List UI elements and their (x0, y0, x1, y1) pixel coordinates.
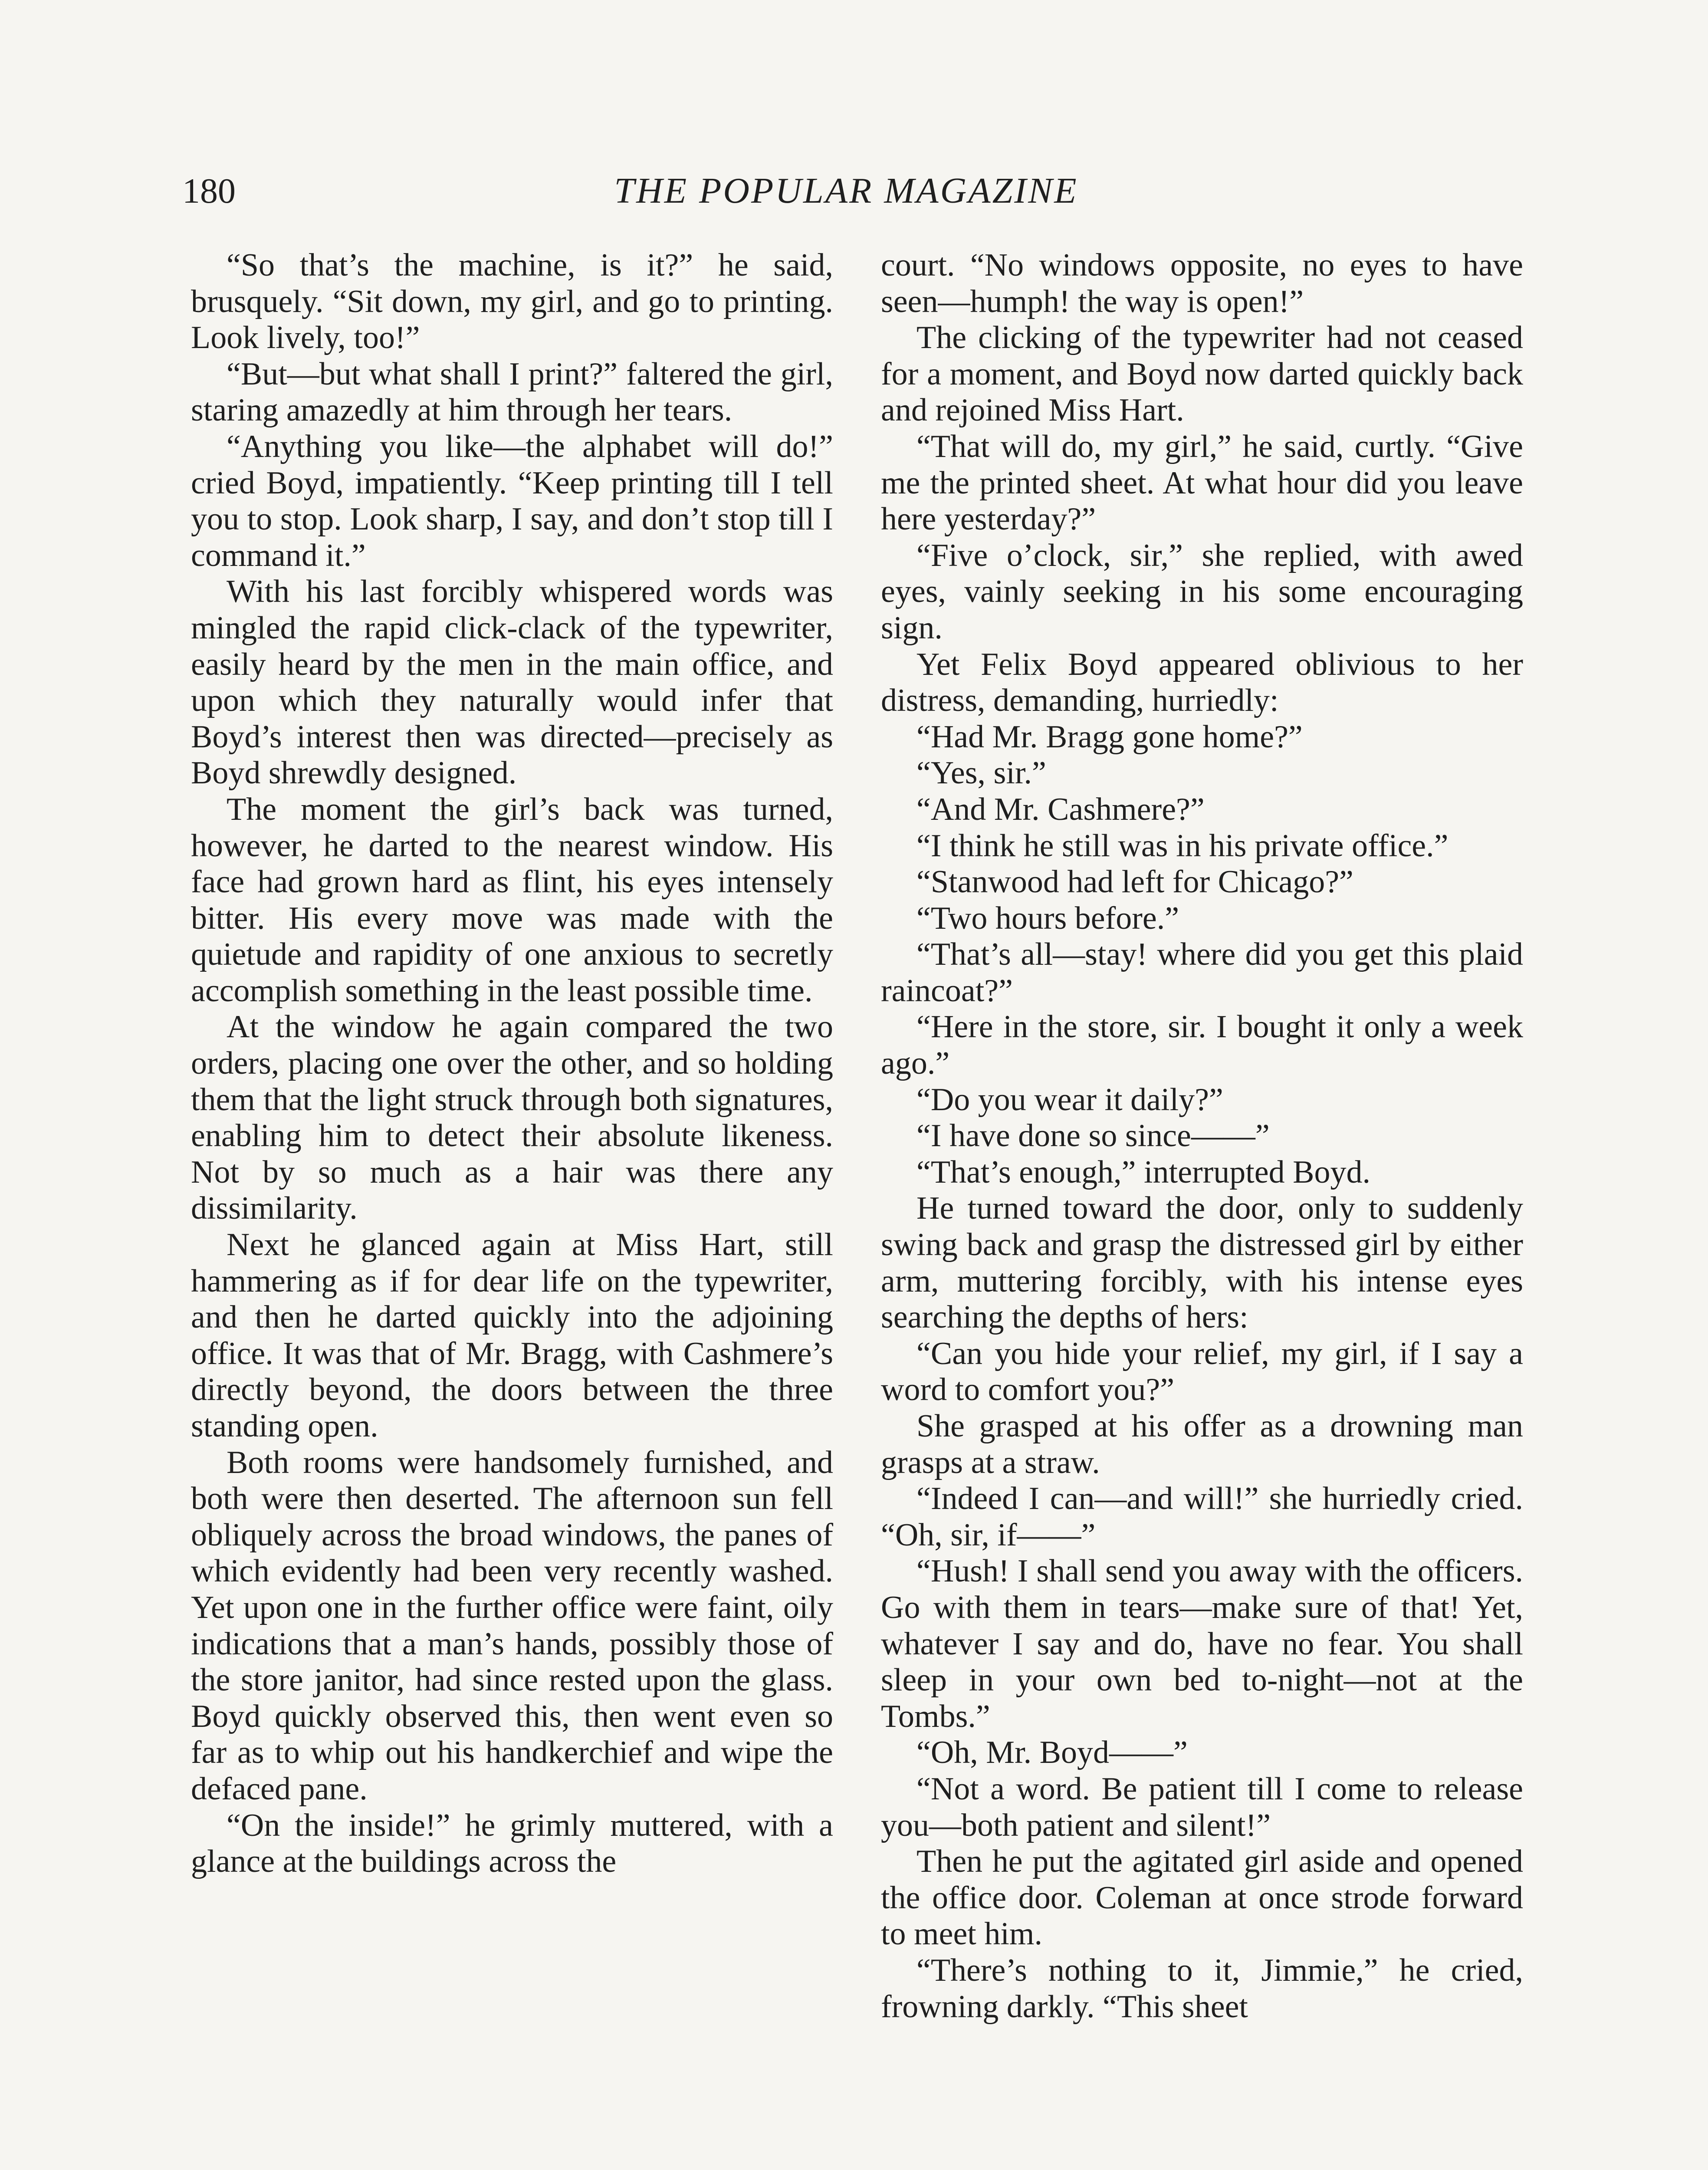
paragraph: “Can you hide your relief, my girl, if I say a word to comfort you?” (881, 1335, 1523, 1408)
paragraph: “Indeed I can—and will!” she hurriedly cried. “Oh, sir, if——” (881, 1481, 1523, 1553)
paragraph: “And Mr. Cashmere?” (916, 791, 1205, 827)
paragraph: “Two hours before.” (916, 900, 1179, 936)
paragraph: “Stanwood had left for Chicago?” (916, 864, 1353, 900)
paragraph: “Oh, Mr. Boyd——” (916, 1735, 1188, 1771)
paragraph: “But—but what shall I print?” faltered the girl, staring amazedly at him through her tears. (191, 356, 833, 428)
running-title: THE POPULAR MAGAZINE (614, 171, 1078, 211)
paragraph-continuation: court. “No windows opposite, no eyes to have seen—humph! the way is open!” (881, 247, 1523, 319)
paragraph: The moment the girl’s back was turned, however, he darted to the nearest window. His face had grown hard as flint, his eyes intensely bitter. His every move was made with the quietude and rapidity of one anxious to secretly accomplish something in the least possible time. (191, 791, 833, 1009)
paragraph: “Not a word. Be patient till I come to release you—both patient and silent!” (881, 1771, 1523, 1843)
right-column (881, 247, 1523, 2025)
paragraph: Next he glanced again at Miss Hart, still hammering as if for dear life on the typewriter, and then he darted quickly into the adjoining office. It was that of Mr. Bragg, with Cashmere’s directly beyond, the doors between the three standing open. (191, 1227, 833, 1444)
paragraph: Yet Felix Boyd appeared oblivious to her distress, demanding, hurriedly: (881, 646, 1523, 719)
paragraph: “I think he still was in his private office.” (916, 828, 1449, 864)
paragraph: “Had Mr. Bragg gone home?” (916, 719, 1303, 755)
paragraph: “So that’s the machine, is it?” he said, brusquely. “Sit down, my girl, and go to printing. Look lively, too!” (191, 247, 833, 356)
paragraph: “That will do, my girl,” he said, curtly. “Give me the printed sheet. At what hour did you leave here yesterday?” (881, 428, 1523, 537)
paragraph: “Five o’clock, sir,” she replied, with awed eyes, vainly seeking in his some encouraging sign. (881, 537, 1523, 646)
paragraph: He turned toward the door, only to suddenly swing back and grasp the distressed girl by either arm, muttering forcibly, with his intense eyes searching the depths of hers: (881, 1190, 1523, 1335)
left-column (191, 247, 833, 1880)
paragraph: “On the inside!” he grimly muttered, with a glance at the buildings across the (191, 1807, 833, 1880)
paragraph: “That’s all—stay! where did you get this plaid raincoat?” (881, 937, 1523, 1009)
paragraph: “There’s nothing to it, Jimmie,” he cried, frowning darkly. “This sheet (881, 1952, 1523, 2025)
page-number: 180 (182, 171, 236, 210)
paragraph: “Here in the store, sir. I bought it only a week ago.” (881, 1009, 1523, 1082)
paragraph: At the window he again compared the two orders, placing one over the other, and so holding them that the light struck through both signatures, enabling him to detect their absolute likeness. Not by so much as a hair was there any dissimilarity. (191, 1009, 833, 1226)
paragraph: “Yes, sir.” (916, 755, 1046, 791)
paragraph: “I have done so since——” (916, 1118, 1270, 1154)
paragraph: Then he put the agitated girl aside and opened the office door. Coleman at once strode forward to meet him. (881, 1844, 1523, 1952)
paragraph: She grasped at his offer as a drowning man grasps at a straw. (881, 1408, 1523, 1480)
paragraph: “Do you wear it daily?” (916, 1082, 1223, 1118)
paragraph: Both rooms were handsomely furnished, and both were then deserted. The afternoon sun fell obliquely across the broad windows, the panes of which evidently had been very recently washed. Yet upon one in the further office were faint, oily indications that a man’s hands, possibly those of the store janitor, had since rested upon the glass. Boyd quickly observed this, then went even so far as to whip out his handkerchief and wipe the defaced pane. (191, 1444, 833, 1807)
paragraph: “That’s enough,” interrupted Boyd. (916, 1154, 1371, 1190)
page-header (174, 167, 1519, 215)
paragraph: “Anything you like—the alphabet will do!” cried Boyd, impatiently. “Keep printing till I tell you to stop. Look sharp, I say, and don’t stop till I command it.” (191, 428, 833, 573)
paragraph: The clicking of the typewriter had not ceased for a moment, and Boyd now darted quickly back and rejoined Miss Hart. (881, 320, 1523, 428)
paragraph: “Hush! I shall send you away with the officers. Go with them in tears—make sure of that! Yet, whatever I say and do, have no fear. You shall sleep in your own bed to-night—not at the Tombs.” (881, 1553, 1523, 1734)
paragraph: With his last forcibly whispered words was mingled the rapid click-clack of the typewriter, easily heard by the men in the main office, and upon which they naturally would infer that Boyd’s interest then was directed—precisely as Boyd shrewdly designed. (191, 574, 833, 791)
